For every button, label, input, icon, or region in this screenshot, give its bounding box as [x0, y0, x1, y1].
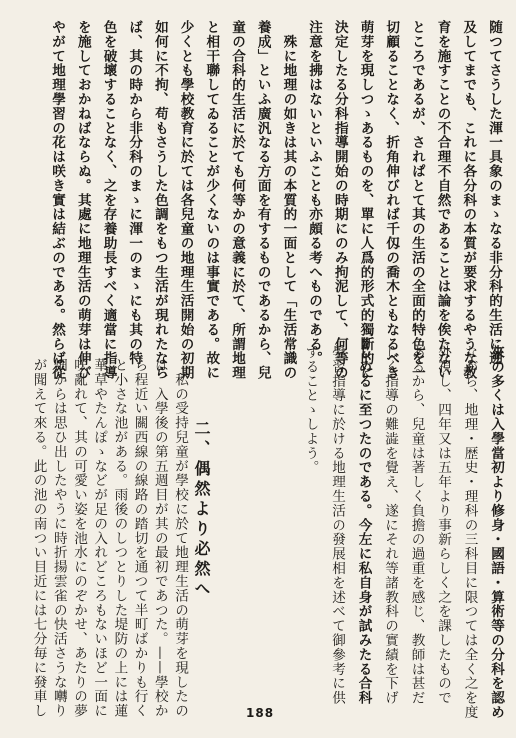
text-column: することゝしよう。: [302, 345, 319, 475]
text-column: 随つてさうした渾一具象のまゝなる非分科的生活に遡: [486, 20, 502, 366]
text-column: 養成」といふ廣汎なる方面を有するものであるから、兒: [254, 20, 271, 380]
text-column: やがて地理學習の花は咲き實は結ぶのである。然らば從: [49, 20, 66, 380]
text-column: 童の合科的生活に於ても何等かの意義に於て、所謂地理: [229, 20, 245, 380]
text-column: 少くとも學校教育に於ては各兒童の地理生活開始の初期: [177, 20, 194, 380]
text-column: 色を破壞することなく、之を存養助長すべく適當に指導: [100, 20, 117, 380]
text-column: ところであるが、されぱとて其の生活の全面的特色を一: [408, 20, 425, 380]
text-column: しめるに至つたのである。今左に私自身が試みたる合科: [355, 345, 372, 705]
text-column: 畑からは思ひ出したやうに時折揚雲雀の快活さうな囀り: [50, 358, 67, 718]
text-column: 如何に不拘、苟もさうした色調をもつ生活が現れたなら: [151, 20, 168, 380]
page-number: 188: [246, 706, 275, 720]
text-column: 育を施すことの不合理不自然であることは論を俟たない: [434, 20, 451, 380]
text-column: と小さな池がある。雨後のしつとりした堤防の上には蓮: [111, 358, 128, 718]
text-column: 及してまでも、これに各分科の本質が要求するやうな教: [460, 20, 477, 380]
text-column: 萌芽を現しつゝあるものを、單に人爲的形式的獨斷的に: [357, 20, 374, 380]
text-column: 私の受持兒童が學校に於て地理生活の萌芽を現したの: [172, 358, 188, 718]
text-column: を施しておかねばならぬ。其處に地理生活の萌芽は伸び: [74, 20, 91, 380]
text-column: 學習指導に於ける地理生活の發展相を述べて御參考に供: [329, 345, 345, 705]
text-column: が聞えて來る。此の池の南つい目近には七分毎に發車し: [30, 358, 47, 718]
text-column: あるから、兒童は著しく負擔の過重を感じ、教師は甚だ: [408, 345, 425, 705]
text-column: ば、其の時から非分科のまゝに渾一のまゝにも其の特: [126, 20, 143, 366]
text-column: ながら、地理・歴史・理科の三科目に限つては全く之を度: [461, 345, 478, 720]
text-column: しく指導の難澁を覺え、遂にそれ等諸教科の實績を下げ: [382, 345, 398, 705]
text-column: 咲亂れて、其の可愛い姿を池水にのぞかせ、あたりの夢: [71, 358, 87, 718]
text-column: 決定したる分科指導開始の時期にのみ拘泥して、何等の: [331, 20, 348, 380]
text-column: と相干聯してゐることが少くないのは事實である。故に: [203, 20, 220, 380]
text-column: ら程近い關西線の線路の踏切を通つて半町ばかりも行く: [131, 358, 148, 718]
text-column: 殊に地理の如きは其の本質的一面として「生活常識の: [280, 20, 297, 380]
text-column: 注意を拂はないといふことも亦頗る考へものである。: [306, 20, 323, 366]
text-column: は、入學後の第五週目が其の最初であつた。——學校か: [151, 358, 168, 718]
text-column: 來の多くは入學當初より修身・國語・算術等の分科を認め: [488, 345, 504, 720]
text-column: 華草やたんぽゝなどが足の入れどころもないほど一面に: [91, 358, 108, 718]
section-heading: 二、偶然より必然へ: [192, 420, 211, 600]
text-column: 外視し、四年又は五年より事新らしく之を課したもので: [435, 345, 451, 705]
text-column: 切顧ることなく、折角伸びれば千仭の喬木ともなるべき: [383, 20, 400, 380]
